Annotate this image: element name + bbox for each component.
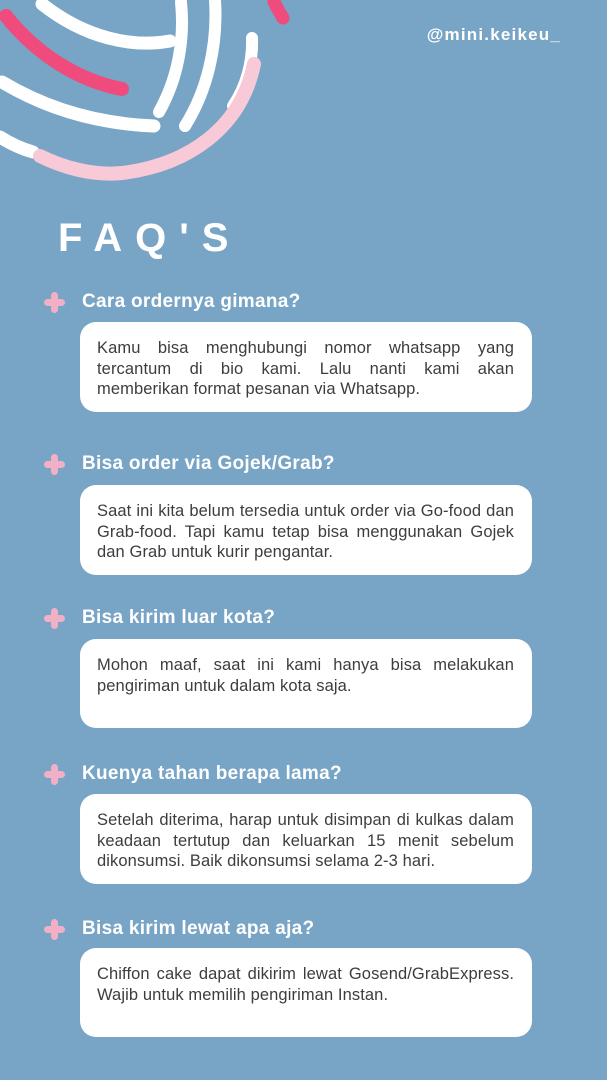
faq-answer-card	[80, 485, 532, 575]
faq-answer-card	[80, 639, 532, 728]
plus-icon	[44, 454, 65, 475]
faq-answer-card	[80, 794, 532, 884]
faq-question-row	[44, 763, 567, 785]
plus-icon	[44, 764, 65, 785]
faq-answer: Kamu bisa menghubungi nomor whatsapp yang tercantum di bio kami. Lalu nanti kami akan memberikan format pesanan via Whatsapp.	[97, 339, 514, 399]
faq-answer: Chiffon cake dapat dikirim lewat Gosend/GrabExpress. Wajib untuk memilih pengiriman Instan.	[97, 965, 514, 1004]
faq-answer: Mohon maaf, saat ini kami hanya bisa melakukan pengiriman untuk dalam kota saja.	[97, 656, 514, 695]
faq-question: Bisa kirim luar kota?	[82, 607, 276, 628]
faq-answer-card	[80, 322, 532, 412]
faq-question-row	[44, 607, 567, 629]
faq-question: Kuenya tahan berapa lama?	[82, 763, 342, 784]
faq-answer: Saat ini kita belum tersedia untuk order via Go-food dan Grab-food. Tapi kamu tetap bisa menggunakan Gojek dan Grab untuk kurir pengantar.	[97, 502, 514, 562]
faq-question-row	[44, 291, 567, 313]
faq-question-row	[44, 453, 567, 475]
plus-icon	[44, 919, 65, 940]
page-title: FAQ'S	[58, 216, 242, 260]
faq-question-row	[44, 918, 567, 940]
plus-icon	[44, 608, 65, 629]
faq-answer: Setelah diterima, harap untuk disimpan di kulkas dalam keadaan tertutup dan keluarkan 15 menit sebelum dikonsumsi. Baik dikonsumsi selama 2-3 hari.	[97, 811, 514, 871]
faq-answer-card	[80, 948, 532, 1037]
faq-question: Bisa kirim lewat apa aja?	[82, 918, 315, 939]
faq-question: Bisa order via Gojek/Grab?	[82, 453, 335, 474]
faq-question: Cara ordernya gimana?	[82, 291, 301, 312]
instagram-handle: @mini.keikeu_	[426, 25, 561, 44]
plus-icon	[44, 292, 65, 313]
